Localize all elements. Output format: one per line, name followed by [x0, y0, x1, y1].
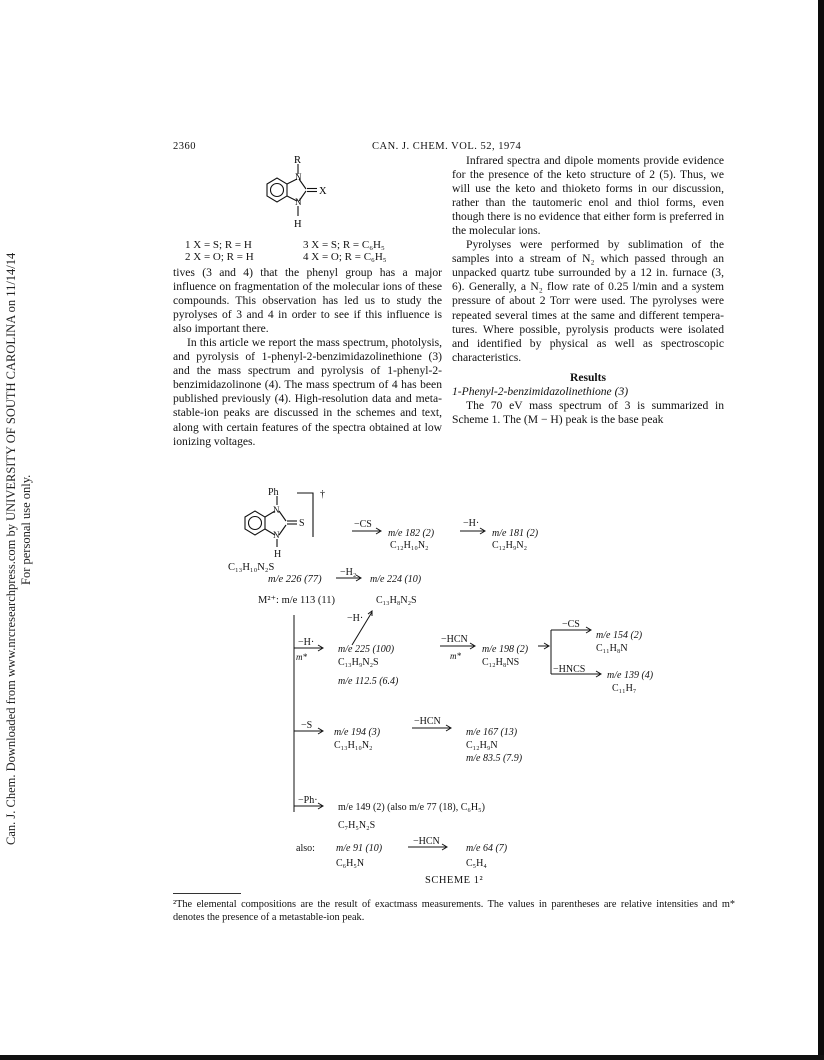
peak-64: m/e 64 (7) [466, 843, 508, 854]
results-heading: Results [569, 370, 607, 384]
peak-198-formula: C₁₂H₈NS [482, 657, 520, 668]
peak-149: m/e 149 (2) (also m/e 77 (18), C₆H₅) [338, 802, 485, 813]
peak-224-formula: C₁₃H₈N₂S [376, 595, 417, 606]
loss-hcn-label-3: −HCN [413, 836, 440, 847]
personal-use-line: For personal use only. [19, 474, 33, 585]
footnote: ²The elemental compositions are the result of exactmass measurements. The values in parentheses are relative intensities and m* denotes the presence of a metastable-ion peak. [173, 899, 735, 923]
peak-154: m/e 154 (2) [596, 630, 643, 641]
peak-83-5: m/e 83.5 (7.9) [466, 753, 523, 764]
metastable-marker-2: m* [450, 651, 461, 661]
peak-194-formula: C₁₃H₁₀N₂ [334, 740, 373, 751]
peak-91: m/e 91 (10) [336, 843, 383, 854]
compound-3-label: 3 X = S; R = C₆H₅ [303, 239, 385, 251]
scheme-n-top: N [273, 505, 280, 515]
compound-4-label: 4 X = O; R = C₆H₅ [303, 251, 387, 263]
loss-hcn-label-2: −HCN [414, 716, 441, 727]
peak-167-formula: C₁₂H₉N [466, 740, 498, 751]
peak-225: m/e 225 (100) [338, 644, 395, 655]
left-paragraph-2: In this article we report the mass spectrum, photolysis, and pyrolysis of 1-phenyl-2-benzimidazolinethione (3) and the mass spectrum and pyrolysis of 1-phenyl-2-benzimidazolinone (4). The mass spectrum of 4 has been published previously (4). High-resolution data and metastable-ion peaks are discussed in the schemes and text, along with certain features of the spectra obtained at low ionizing voltages. [173, 336, 442, 448]
loss-hncs-label: −HNCS [553, 664, 586, 675]
x-label: X [319, 186, 327, 197]
scheme-h-label: H [274, 549, 282, 560]
peak-167: m/e 167 (13) [466, 727, 518, 738]
loss-h2-label: −H₂ [340, 567, 357, 578]
peak-154-formula: C₁₁H₈N [596, 643, 628, 654]
peak-91-formula: C₆H₅N [336, 858, 365, 869]
h-label: H [294, 219, 302, 230]
peak-149-formula: C₇H₅N₂S [338, 820, 376, 831]
peak-198: m/e 198 (2) [482, 644, 529, 655]
scheme-s-label: S [299, 518, 305, 529]
peak-182-formula: C₁₂H₁₀N₂ [390, 540, 429, 551]
peak-224: m/e 224 (10) [370, 574, 422, 585]
left-paragraph-1: tives (3 and 4) that the phenyl group has a major influence on fragmentation of the molecular ions of these compounds. This observation has led us to study the pyrolyses of 3 and 4 in order to see if this influence is also important there. [173, 266, 442, 336]
scheme-n-bottom: N [273, 530, 280, 540]
parent-formula: C₁₃H₁₀N₂S [228, 562, 275, 573]
peak-182: m/e 182 (2) [388, 528, 435, 539]
peak-139: m/e 139 (4) [607, 670, 654, 681]
peak-139-formula: C₁₁H₇ [612, 683, 637, 694]
n-label-top: N [295, 172, 302, 182]
loss-hcn-label-1: −HCN [441, 634, 468, 645]
peak-64-formula: C₅H₄ [466, 858, 487, 869]
branch-loss-s: −S [301, 720, 313, 731]
peak-181-formula: C₁₂H₉N₂ [492, 540, 528, 551]
peak-181: m/e 181 (2) [492, 528, 539, 539]
metastable-marker-1: m* [296, 652, 307, 662]
parent-me: m/e 226 (77) [268, 574, 322, 585]
also-label: also: [296, 843, 315, 854]
right-paragraph-3: The 70 eV mass spectrum of 3 is summarized in Scheme 1. The (M − H) peak is the base peak [452, 398, 724, 426]
loss-cs-label: −CS [354, 519, 372, 530]
right-paragraph-1: Infrared spectra and dipole moments provide evidence for the presence of the keto structure of 2 (5). Thus, we will use the keto and thioketo forms in our discussion, rather than the tautomeric enol and thiol forms, even though there is no evidence that either form is preferred in the molecular ions. [452, 154, 724, 238]
dagger-label: † [320, 489, 325, 500]
footnote-rule [173, 893, 241, 894]
peak-225-formula: C₁₃H₉N₂S [338, 657, 379, 668]
page-number: 2360 [173, 141, 196, 152]
r-label: R [294, 156, 302, 166]
download-notice-line: Can. J. Chem. Downloaded from www.nrcresearchpress.com by UNIVERSITY OF SOUTH CAROLINA on 11/14/14 [4, 252, 18, 845]
loss-h-label-1: −H· [463, 518, 480, 529]
n-label-bottom: N [295, 197, 302, 207]
doubly-charged-ion: M²⁺: m/e 113 (11) [258, 595, 336, 606]
compound-2-label: 2 X = O; R = H [185, 251, 254, 263]
right-paragraph-2: Pyrolyses were performed by sublimation of the samples into a stream of N₂ which passed through an unpacked quartz tube surrounded by a 12 in. furnace (3, 6). Generally, a N₂ flow rate of 0.25 l/min and a system pressure of about 2 Torr were used. The pyrolyses were repeated several times at the same and different temperatures. Where possible, pyrolysis products were isolated and identified by physical as well as spectroscopic characteristics. [452, 238, 724, 364]
peak-194: m/e 194 (3) [334, 727, 381, 738]
branch-loss-ph: −Ph· [298, 795, 318, 806]
loss-h-diagonal-label: −H· [347, 613, 364, 624]
peak-112-5: m/e 112.5 (6.4) [338, 676, 399, 687]
loss-cs-label-2: −CS [562, 619, 580, 630]
compound-1-label: 1 X = S; R = H [185, 239, 252, 251]
compound-subheading: 1-Phenyl-2-benzimidazolinethione (3) [452, 384, 629, 398]
scheme-label: SCHEME 1² [425, 875, 484, 886]
branch-loss-h: −H· [298, 637, 315, 648]
journal-header: CAN. J. CHEM. VOL. 52, 1974 [372, 141, 522, 152]
ph-label: Ph [268, 487, 279, 498]
